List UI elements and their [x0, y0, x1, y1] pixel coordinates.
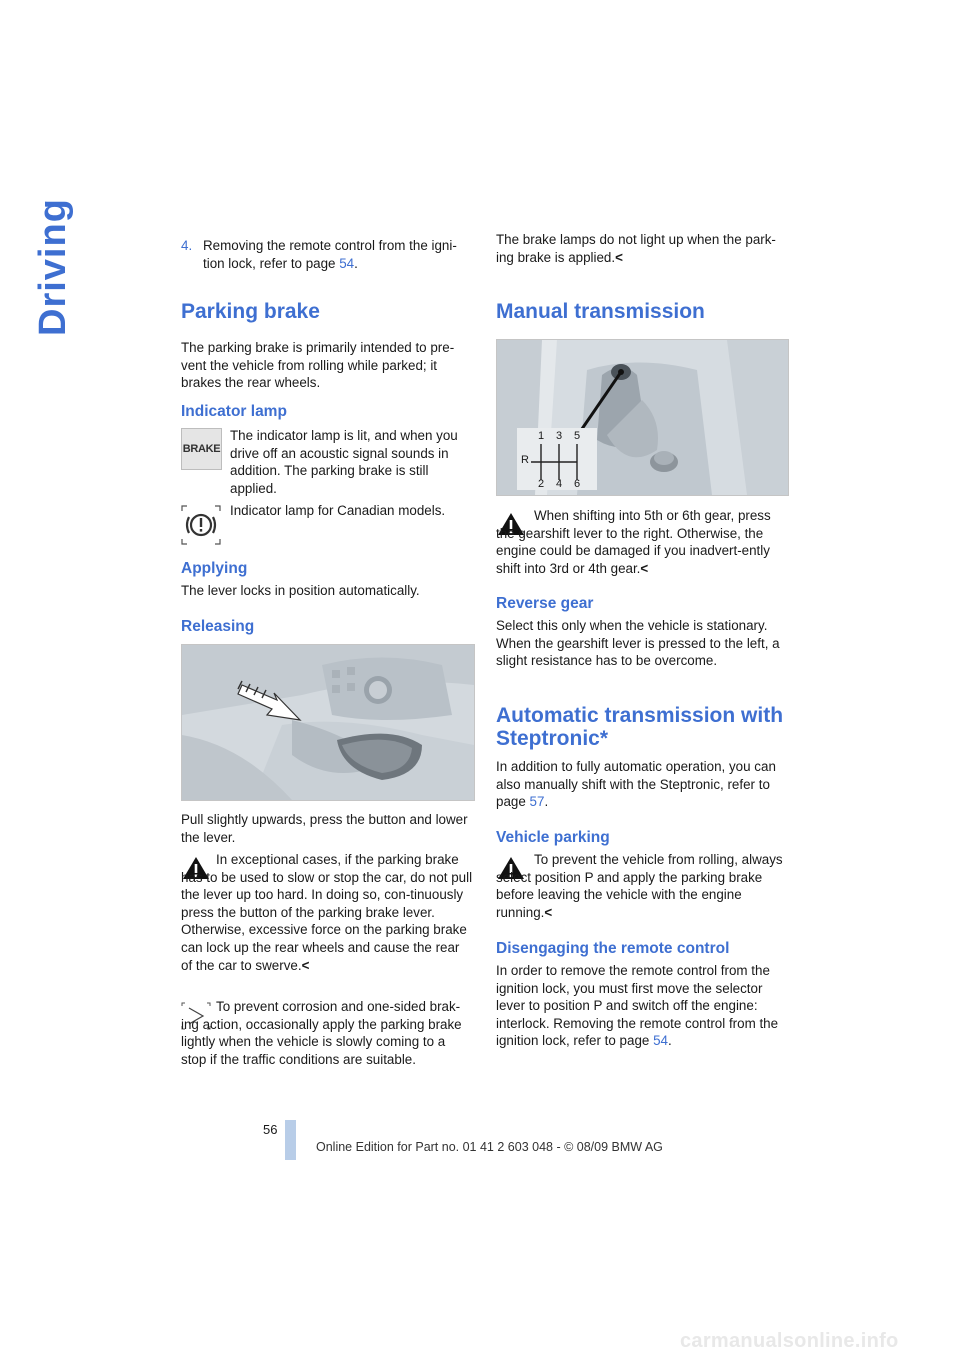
heading-parking-brake: Parking brake: [181, 300, 320, 323]
auto-text-block: In addition to fully automatic operation, you can also manually shift with the Steptronic, refer to page 57.: [496, 759, 776, 810]
end-mark: <: [544, 904, 553, 920]
end-mark: <: [640, 560, 649, 576]
indicator-text-block: [230, 427, 472, 497]
gear-label-5: 5: [574, 430, 581, 442]
section-sidebar-title: [32, 198, 158, 348]
canadian-text: Indicator lamp for Canadian models.: [230, 503, 446, 518]
heading-manual-transmission: Manual transmission: [496, 300, 705, 323]
parking-brake-intro: The parking brake is primarily intended to pre-vent the vehicle from rolling while parked; it brakes the rear wheels.: [181, 340, 455, 391]
gearshift-image: [496, 339, 789, 496]
disengaging-block: In order to remove the remote control from the ignition lock, you must first move the selector lever to position P and switch off the engine: interlock. Removing the remote control from the ignition lock, refer to page 54.: [496, 963, 779, 1049]
sidebar-title-text: Driving: [32, 198, 74, 336]
heading-reverse-gear: Reverse gear: [496, 595, 594, 612]
auto-heading-line2: Steptronic*: [496, 727, 609, 750]
list-item-text: Removing the remote control from the igni-tion lock, refer to page: [203, 238, 457, 271]
end-mark: <: [615, 249, 623, 265]
warning-text-1: [181, 851, 473, 921]
warning-text-1b: [181, 921, 473, 974]
manual-warning-text: When shifting into 5th or 6th gear, press the gearshift lever to the right. Otherwise, the engine could be damaged if you inadvert-ently shift into 3rd or 4th gear.: [496, 508, 771, 576]
brake-indicator-icon: [181, 428, 222, 470]
gear-label-3: 3: [556, 430, 563, 442]
brake-icon-label: BRAKE: [182, 443, 221, 455]
gear-label-4: 4: [556, 478, 563, 490]
watermark-text: carmanualsonline.info: [680, 1330, 899, 1352]
auto-text: In addition to fully automatic operation, you can also manually shift with the Steptronic, refer to page: [496, 759, 776, 810]
indicator-text: The indicator lamp is lit, and when you drive off an acoustic signal sounds in addition. The parking brake is still applied.: [230, 428, 458, 496]
page-link-54[interactable]: 54: [653, 1033, 668, 1049]
warning-text-1b-body: Otherwise, excessive force on the parking brake can lock up the rear wheels and cause the rear of the car to swerve.: [181, 922, 467, 973]
left-column: [181, 237, 474, 272]
warning-text-1-body: In exceptional cases, if the parking brake has to be used to slow or stop the car, do not pull the lever up too hard. In doing so, con-tinuously press the button of the parking brake lever.: [181, 852, 473, 920]
auto-heading-line1: Automatic transmission with: [496, 704, 784, 727]
page-link-54[interactable]: 54: [339, 255, 355, 271]
parking-brake-lever-image: [181, 644, 475, 801]
note-block: [181, 998, 473, 1068]
reverse-text: Select this only when the vehicle is stationary. When the gearshift lever is pressed to the left, a slight resistance has to be overcome.: [496, 618, 780, 669]
canadian-brake-icon: [181, 505, 221, 545]
list-item-4: 4. Removing the remote control from the igni-tion lock, refer to page 54.: [181, 238, 457, 271]
end-mark: <: [301, 957, 310, 973]
heading-releasing: Releasing: [181, 618, 255, 635]
manual-warning-block: [496, 507, 788, 577]
list-item-number: 4.: [181, 238, 193, 253]
disengaging-text: In order to remove the remote control from the ignition lock, you must first move the selector lever to position P and switch off the engine: interlock. Removing the remote control from the ignition lock, refer to page: [496, 963, 779, 1049]
page-link-57[interactable]: 57: [529, 794, 545, 810]
vehicle-parking-text: To prevent the vehicle from rolling, always select position P and apply the parking brake before leaving the vehicle with the engine running.: [496, 852, 783, 920]
note-text: To prevent corrosion and one-sided brak-ing action, occasionally apply the parking brake lightly when the vehicle is slowly coming to a stop if the traffic conditions are suitable.: [181, 999, 462, 1067]
applying-text: The lever locks in position automatically.: [181, 583, 420, 598]
footer-accent-bar: [285, 1120, 296, 1160]
brake-lamps-block: [496, 231, 788, 266]
heading-disengaging: Disengaging the remote control: [496, 940, 730, 957]
page-number: 56: [263, 1122, 278, 1137]
brake-lamps-text: The brake lamps do not light up when the park-ing brake is applied.: [496, 232, 776, 265]
heading-indicator-lamp: Indicator lamp: [181, 403, 287, 420]
gear-label-6: 6: [574, 478, 581, 490]
gear-label-r: R: [521, 454, 529, 466]
gear-label-1: 1: [538, 430, 545, 442]
releasing-text: Pull slightly upwards, press the button and lower the lever.: [181, 812, 468, 845]
warning-block-1: [181, 851, 473, 974]
footer-edition-text: Online Edition for Part no. 01 41 2 603 048 - © 08/09 BMW AG: [316, 1140, 663, 1154]
heading-vehicle-parking: Vehicle parking: [496, 829, 610, 846]
vehicle-parking-block: [496, 851, 788, 921]
heading-automatic-transmission: [496, 704, 783, 750]
gear-label-2: 2: [538, 478, 545, 490]
heading-applying: Applying: [181, 560, 248, 577]
